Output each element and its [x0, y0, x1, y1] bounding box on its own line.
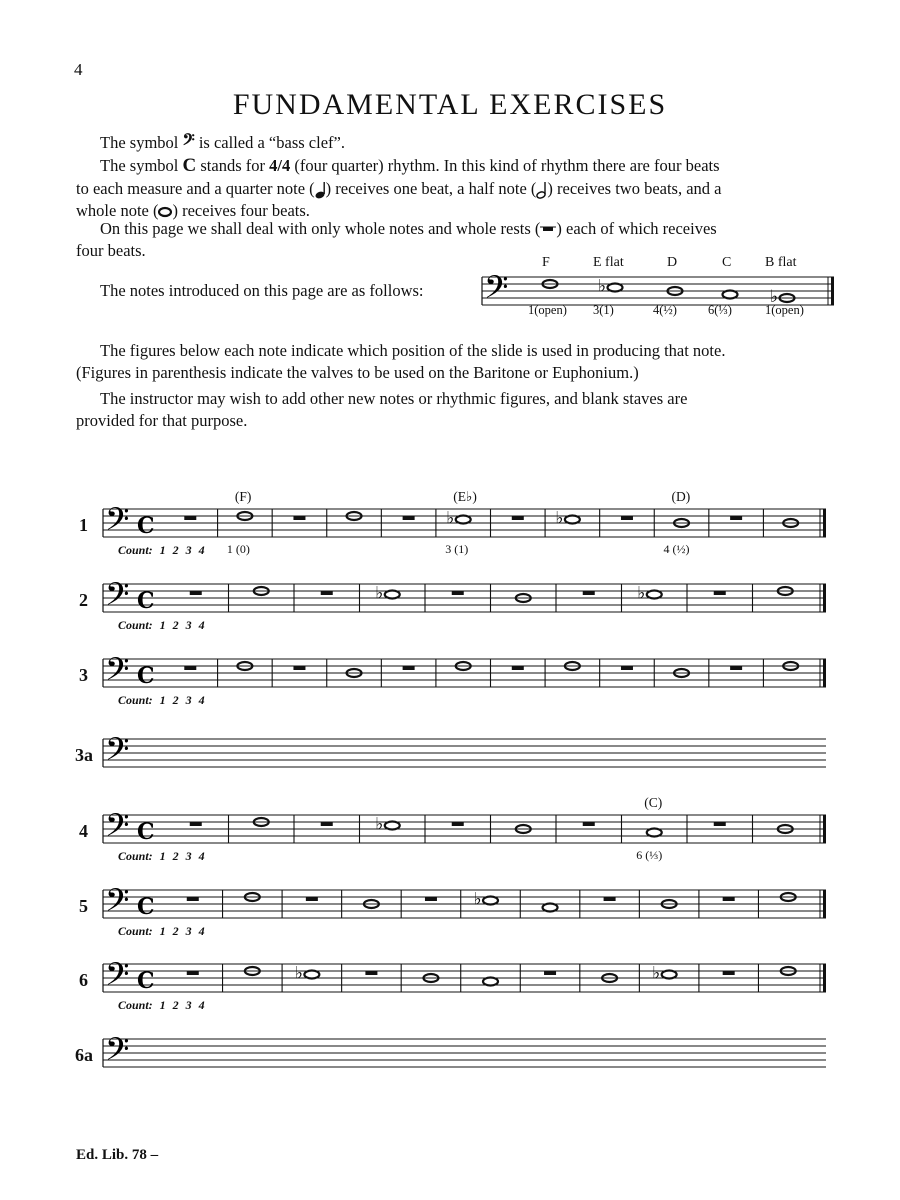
whole-rest — [321, 591, 333, 595]
whole-note — [385, 591, 400, 599]
whole-note — [385, 822, 400, 830]
final-barline-thick — [823, 659, 826, 687]
bass-clef-icon: 𝄢 — [105, 576, 130, 620]
exercise-label-3: 3 — [79, 665, 88, 685]
whole-rest — [621, 666, 633, 670]
exercise-label-3a: 3a — [75, 745, 93, 765]
intro-line-2c: (four quarter) rhythm. In this kind of rhythm there are four beats — [294, 156, 720, 175]
whole-rest — [621, 516, 633, 520]
whole-rest — [723, 897, 735, 901]
note-name-2: D — [667, 255, 678, 270]
annotation-above: (F) — [234, 489, 252, 504]
intro-line-5b: ) each of which receives — [556, 219, 717, 238]
flat-sign: ♭ — [652, 963, 661, 984]
whole-rest — [403, 516, 415, 520]
whole-rest — [730, 666, 742, 670]
whole-rest — [293, 666, 305, 670]
annotation-below: 1 (0) — [226, 542, 250, 556]
bass-clef-icon: 𝄢 — [105, 501, 130, 545]
whole-rest — [184, 516, 196, 520]
count-label: Count: 1 2 3 4 — [118, 998, 205, 1012]
flat-sign: ♭ — [473, 889, 482, 910]
exercise-staff-5 — [103, 880, 843, 930]
whole-rest — [321, 822, 333, 826]
notes-intro-label: The notes introduced on this page are as follows: — [100, 281, 424, 300]
whole-rest — [730, 516, 742, 520]
whole-rest — [452, 822, 464, 826]
whole-note — [483, 978, 498, 986]
flat-sign: ♭ — [637, 583, 646, 604]
count-label: Count: 1 2 3 4 — [118, 543, 205, 557]
exercise-label-6a: 6a — [75, 1045, 93, 1065]
flat-sign: ♭ — [446, 508, 455, 529]
para-figures-1: The figures below each note indicate which position of the slide is used in producing that note. — [100, 341, 726, 360]
whole-note — [723, 291, 738, 299]
whole-rest — [306, 897, 318, 901]
exercise-staff-6 — [103, 954, 843, 1004]
exercise-staff-3 — [103, 649, 843, 699]
intro-line-1 — [100, 132, 345, 154]
exercise-staff-1 — [103, 499, 843, 549]
page-number: 4 — [74, 60, 83, 79]
exercise-label-6: 6 — [79, 970, 88, 990]
intro-line-3 — [76, 178, 722, 200]
intro-line-3a: to each measure and a quarter note ( — [76, 179, 315, 198]
whole-rest — [425, 897, 437, 901]
whole-note — [543, 904, 558, 912]
note-name-0: F — [542, 255, 550, 270]
bass-clef-icon: 𝄢 — [105, 731, 130, 775]
whole-rest — [723, 971, 735, 975]
footer-edition: Ed. Lib. 78 – — [76, 1147, 159, 1163]
whole-rest — [190, 591, 202, 595]
note-name-3: C — [722, 255, 732, 270]
whole-rest — [512, 666, 524, 670]
flat-sign: ♭ — [598, 276, 607, 297]
intro-line-2b: stands for — [200, 156, 265, 175]
final-barline-thick — [823, 815, 826, 843]
intro-line-6: four beats. — [76, 241, 146, 260]
whole-note — [647, 591, 662, 599]
whole-rest-icon — [540, 225, 556, 235]
common-time-icon: C — [137, 513, 155, 539]
intro-line-4a: whole note ( — [76, 201, 159, 220]
flat-sign: ♭ — [555, 508, 564, 529]
whole-rest — [583, 591, 595, 595]
whole-rest — [293, 516, 305, 520]
annotation-below: 6 (⅓) — [636, 848, 663, 862]
whole-note — [565, 516, 580, 524]
exercise-staff-2 — [103, 574, 843, 624]
exercise-staff-4 — [103, 805, 843, 855]
note-figure-2: 4(½) — [653, 303, 677, 317]
common-time-icon: C — [137, 894, 155, 920]
whole-note — [304, 971, 319, 979]
exercise-label-1: 1 — [79, 515, 88, 535]
whole-rest — [714, 591, 726, 595]
common-time-icon: C — [137, 819, 155, 845]
intro-line-2a: The symbol — [100, 156, 179, 175]
flat-sign: ♭ — [294, 963, 303, 984]
intro-line-3b: ) receives one beat, a half note ( — [325, 179, 537, 198]
final-barline-thick — [823, 890, 826, 918]
para-instructor-2: provided for that purpose. — [76, 411, 248, 430]
note-figure-0: 1(open) — [528, 303, 567, 317]
common-time-icon: C — [137, 968, 155, 994]
count-label: Count: 1 2 3 4 — [118, 618, 205, 632]
intro-line-3c: ) receives two beats, and a — [547, 179, 722, 198]
intro-line-1-pre: The symbol — [100, 133, 179, 152]
annotation-above: (D) — [671, 489, 691, 504]
annotation-above: (E♭) — [453, 489, 477, 504]
note-name-1: E flat — [593, 255, 624, 270]
note-figure-3: 6(⅓) — [708, 303, 732, 317]
para-figures-2: (Figures in parenthesis indicate the valves to be used on the Baritone or Euphonium.) — [76, 363, 639, 382]
exercise-staff-6a — [103, 1029, 843, 1079]
bass-clef-icon: 𝄢 — [105, 1031, 130, 1075]
whole-rest — [403, 666, 415, 670]
note-figure-4: 1(open) — [765, 303, 804, 317]
whole-rest — [187, 971, 199, 975]
quarter-note-icon — [315, 181, 326, 199]
time-fraction: 4/4 — [269, 156, 291, 175]
whole-rest — [190, 822, 202, 826]
half-note-icon — [536, 181, 547, 199]
whole-note — [647, 829, 662, 837]
whole-note — [608, 284, 623, 292]
final-barline-thick — [823, 584, 826, 612]
count-label: Count: 1 2 3 4 — [118, 693, 205, 707]
whole-rest — [365, 971, 377, 975]
exercise-label-4: 4 — [79, 821, 88, 841]
common-time-icon: C — [137, 588, 155, 614]
intro-line-5a: On this page we shall deal with only whole notes and whole rests ( — [100, 219, 541, 238]
exercise-label-2: 2 — [79, 590, 88, 610]
intro-line-5 — [100, 218, 717, 240]
para-instructor-1: The instructor may wish to add other new notes or rhythmic figures, and blank staves are — [100, 389, 688, 408]
intro-line-2 — [100, 155, 720, 177]
common-time-icon: C — [137, 663, 155, 689]
note-figure-1: 3(1) — [593, 303, 614, 317]
bass-clef-icon: 𝄢 — [484, 269, 509, 313]
whole-rest — [583, 822, 595, 826]
final-barline-thick — [831, 277, 834, 305]
whole-rest — [544, 971, 556, 975]
whole-note-icon — [158, 206, 172, 218]
whole-note — [483, 897, 498, 905]
whole-note — [662, 971, 677, 979]
whole-rest — [604, 897, 616, 901]
common-time-icon: C — [182, 155, 197, 176]
whole-rest — [452, 591, 464, 595]
final-barline-thick — [823, 964, 826, 992]
flat-sign: ♭ — [375, 814, 384, 835]
annotation-above: (C) — [644, 795, 663, 810]
flat-sign: ♭ — [375, 583, 384, 604]
page-title: FUNDAMENTAL EXERCISES — [232, 88, 668, 121]
bass-clef-icon: 𝄢 — [105, 882, 130, 926]
flat-sign: ♭ — [770, 287, 779, 307]
bass-clef-icon: 𝄢 — [105, 651, 130, 695]
annotation-below: 4 (½) — [663, 542, 690, 556]
bass-clef-icon: 𝄢 — [105, 807, 130, 851]
whole-rest — [184, 666, 196, 670]
exercise-label-5: 5 — [79, 896, 88, 916]
whole-rest — [187, 897, 199, 901]
whole-rest — [714, 822, 726, 826]
whole-note — [456, 516, 471, 524]
exercise-staff-3a — [103, 729, 843, 779]
final-barline-thick — [823, 509, 826, 537]
count-label: Count: 1 2 3 4 — [118, 849, 205, 863]
count-label: Count: 1 2 3 4 — [118, 924, 205, 938]
bass-clef-icon: 𝄢 — [182, 132, 195, 153]
annotation-below: 3 (1) — [445, 542, 469, 556]
whole-rest — [512, 516, 524, 520]
bass-clef-icon: 𝄢 — [105, 956, 130, 1000]
intro-line-1-post: is called a “bass clef”. — [198, 133, 345, 152]
intro-line-4b: ) receives four beats. — [172, 201, 310, 220]
note-name-4: B flat — [765, 255, 797, 270]
